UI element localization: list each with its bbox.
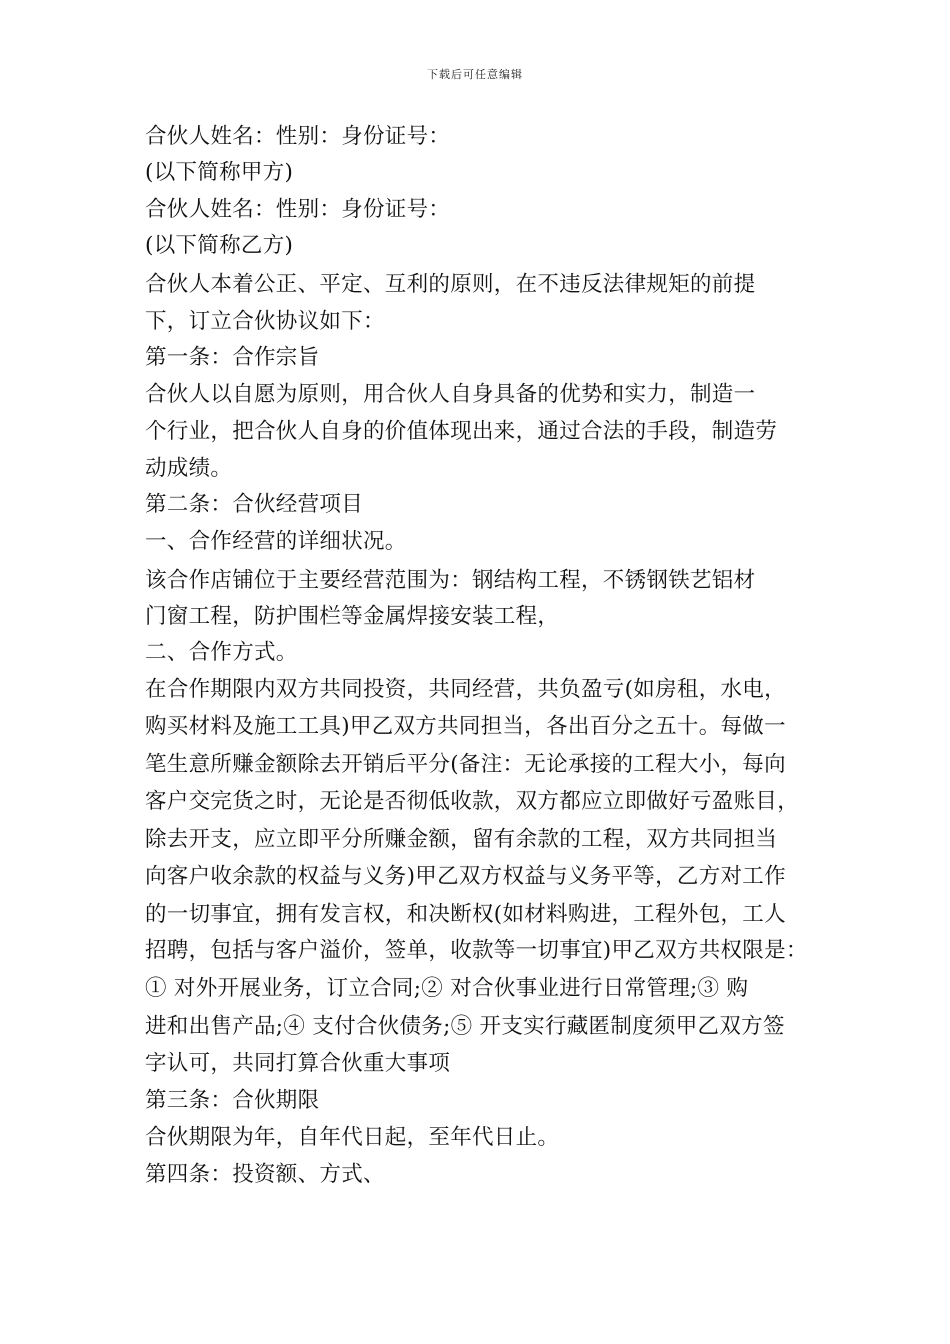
text-line: 合伙人姓名：性别：身份证号： [145,197,451,222]
text-line: 该合作店铺位于主要经营范围为：钢结构工程，不锈钢铁艺铝材 [145,568,756,593]
text-line: 第一条：合作宗旨 [145,345,320,370]
text-line: 合伙人本着公正、平定、互利的原则，在不违反法律规矩的前提 [145,272,756,297]
text-line: 一、合作经营的详细状况。 [145,529,407,554]
text-line: 合伙人姓名：性别：身份证号： [145,124,451,149]
text-line: 第二条：合伙经营项目 [145,492,364,517]
text-line: 向客户收余款的权益与义务)甲乙双方权益与义务平等，乙方对工作 [145,864,786,889]
text-line: 合伙人以自愿为原则，用合伙人自身具备的优势和实力，制造一 [145,382,756,407]
text-line: 的一切事宜，拥有发言权，和决断权(如材料购进，工程外包，工人 [145,902,786,927]
text-line: 第四条：投资额、方式、 [145,1162,385,1187]
text-line: (以下简称甲方) [145,160,294,185]
text-line: 下，订立合伙协议如下： [145,309,385,334]
text-line: 在合作期限内双方共同投资，共同经营，共负盈亏(如房租，水电， [145,677,786,702]
text-line: 除去开支，应立即平分所赚金额，留有余款的工程，双方共同担当 [145,827,778,852]
text-line: 门窗工程，防护围栏等金属焊接安装工程， [145,604,560,629]
text-line: 第三条：合伙期限 [145,1088,320,1113]
text-line: ① 对外开展业务，订立合同;② 对合伙事业进行日常管理;③ 购 [145,976,749,1001]
text-line: (以下简称乙方) [145,233,294,258]
text-line: 进和出售产品;④ 支付合伙债务;⑤ 开支实行藏匿制度须甲乙双方签 [145,1014,785,1039]
page-header: 下载后可任意编辑 [427,68,523,81]
text-line: 动成绩。 [145,456,233,481]
text-line: 字认可，共同打算合伙重大事项 [145,1051,451,1076]
text-line: 购买材料及施工工具)甲乙双方共同担当，各出百分之五十。每做一 [145,714,786,739]
text-line: 笔生意所赚金额除去开销后平分(备注：无论承接的工程大小，每向 [145,752,786,777]
text-line: 合伙期限为年，自年代日起，至年代日止。 [145,1125,560,1150]
text-line: 二、合作方式。 [145,640,298,665]
text-line: 客户交完货之时，无论是否彻低收款，双方都应立即做好亏盈账目， [145,789,800,814]
text-line: 招聘，包括与客户溢价，签单，收款等一切事宜)甲乙双方共权限是： [145,938,808,963]
text-line: 个行业，把合伙人自身的价值体现出来，通过合法的手段，制造劳 [145,419,778,444]
